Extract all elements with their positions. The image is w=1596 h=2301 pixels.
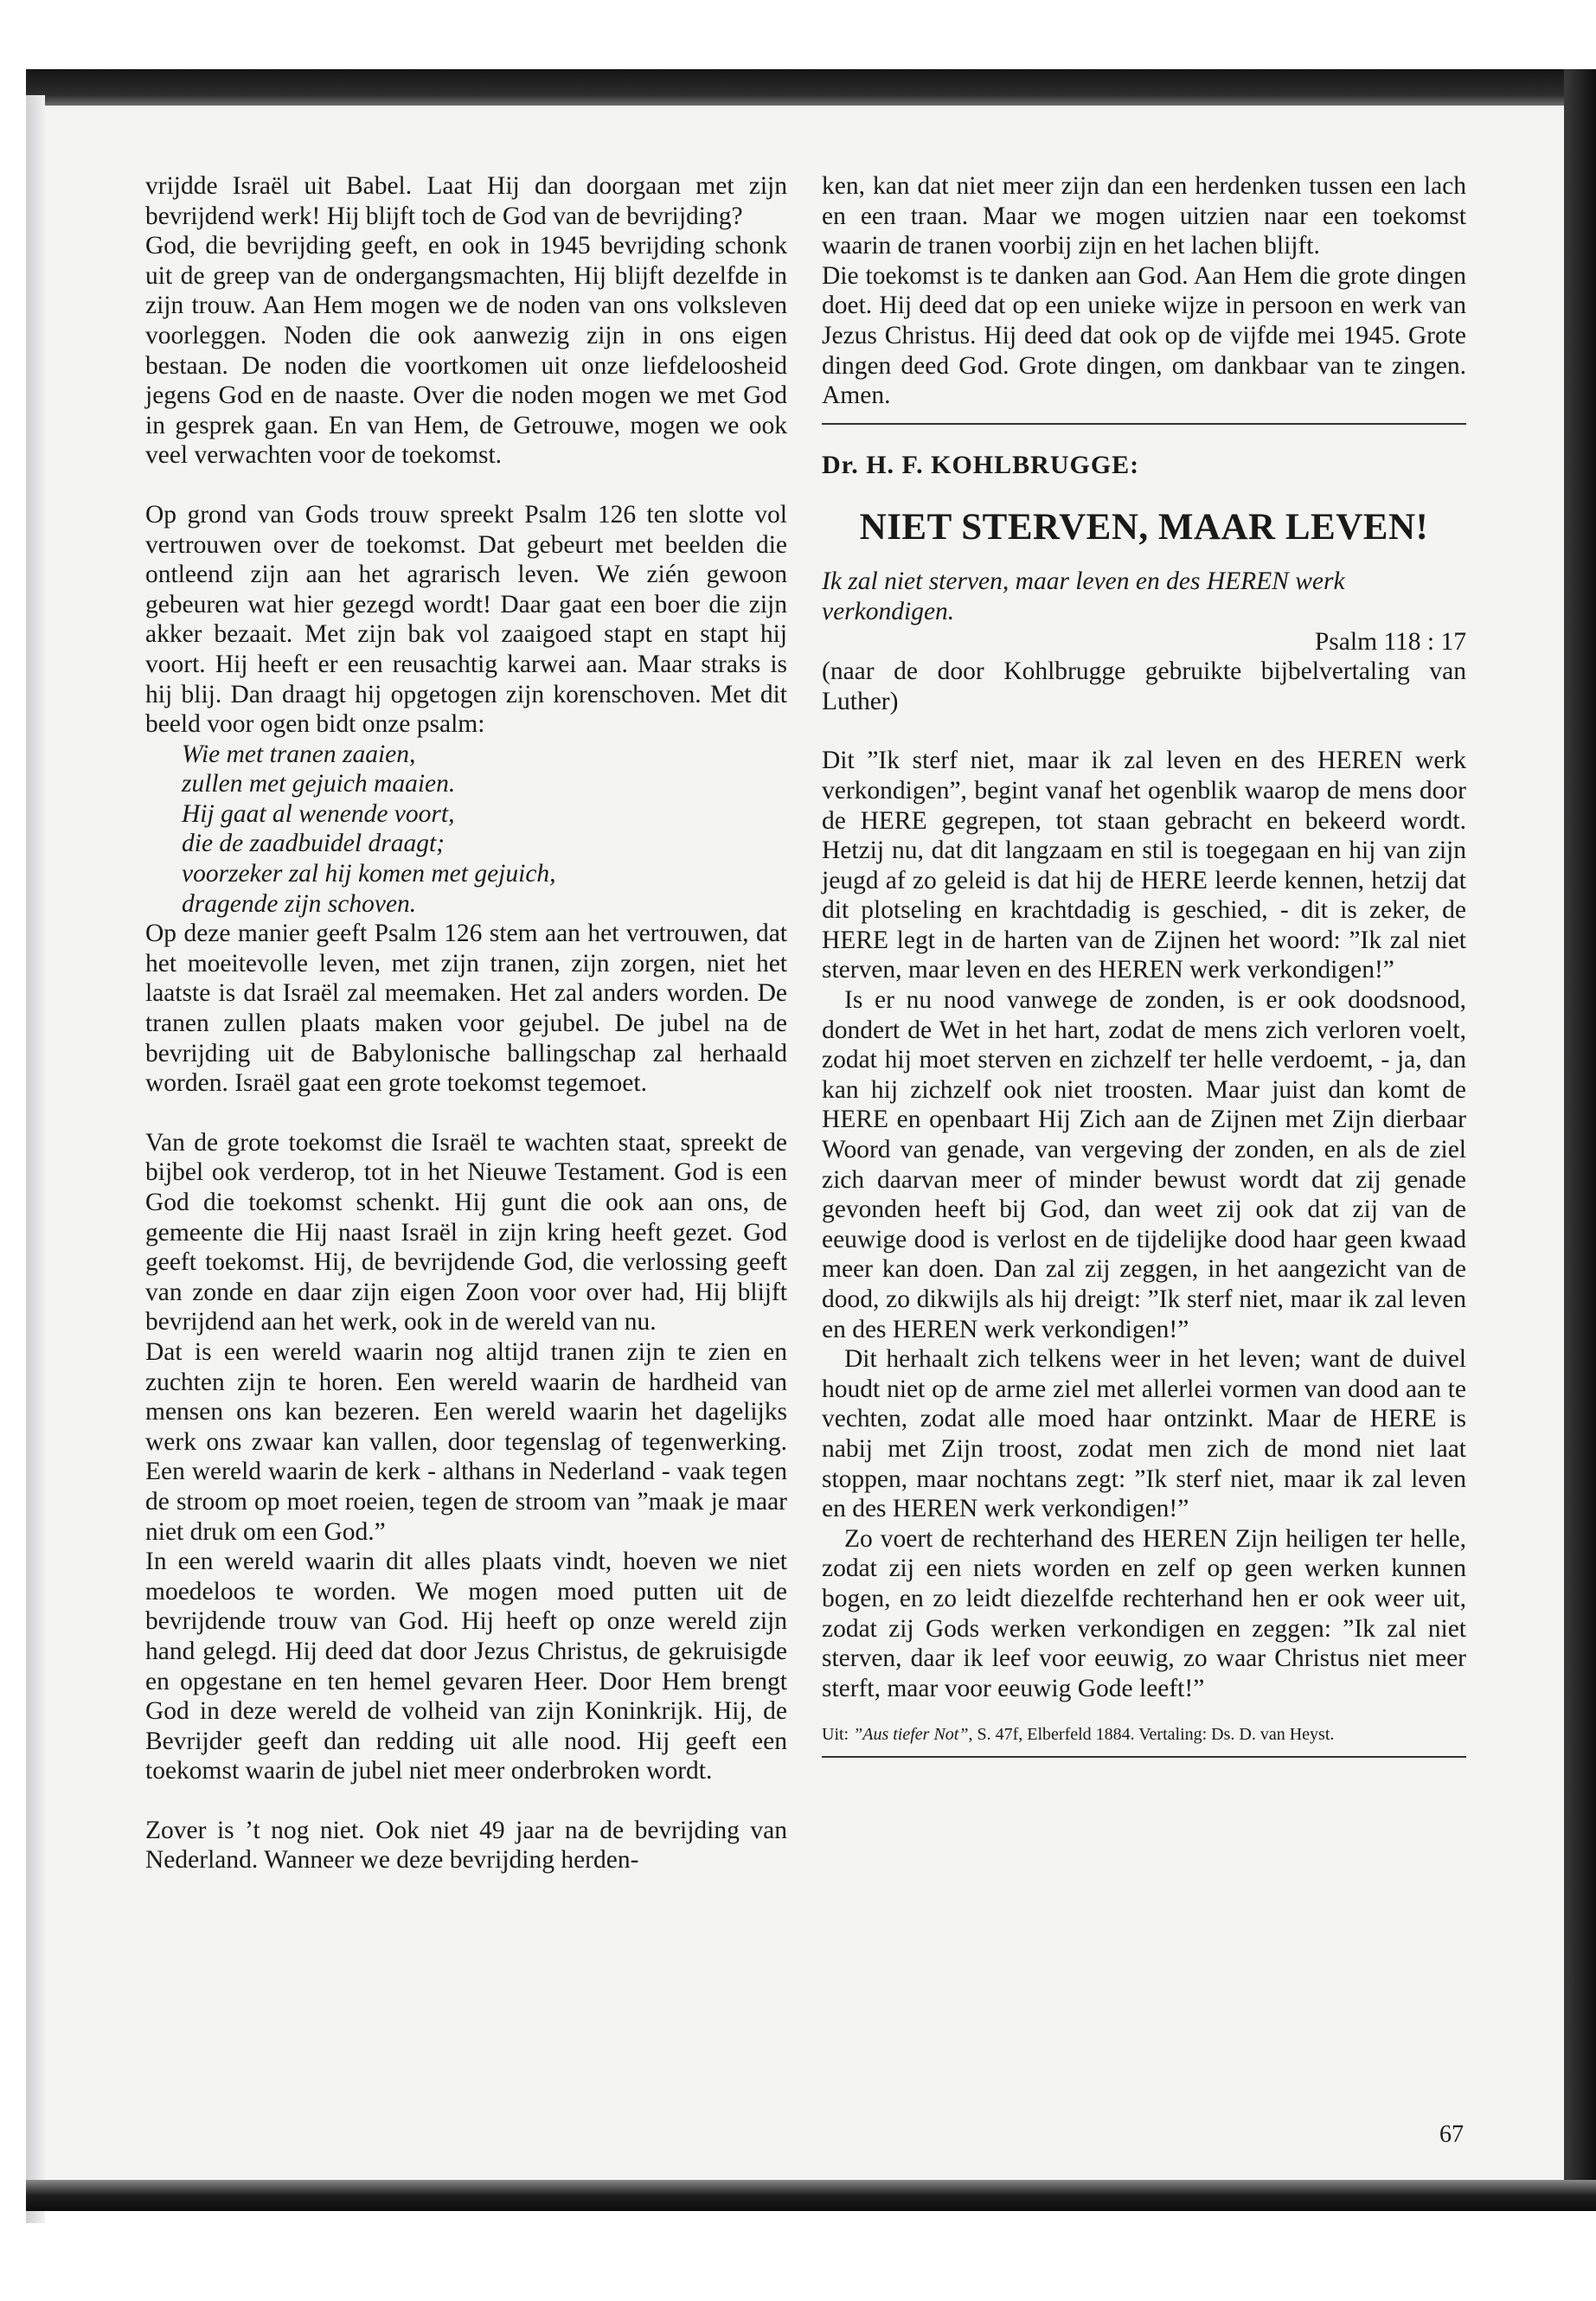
paragraph: Dit ”Ik sterf niet, maar ik zal leven en des HEREN werk verkondigen”, begint vanaf het ogenblik waarop de mens door de HERE gegrepen, tot staan gebracht en bekeerd wordt. Hetzij nu, dat dit langzaam en stil is toegegaan en hij van zijn jeugd af zo geleid is dat hij de HERE leerde kennen, hetzij dat dit plotseling en krachtdadig is geschied, - dit is zeker, de HERE legt in de harten van de Zijnen het woord: ”Ik zal niet sterven, maar leven en des HEREN werk verkondigen!” [822,747,1466,984]
psalm-line: dragende zijn schoven. [182,889,417,918]
psalm-line: die de zaadbuidel draagt; [182,830,445,858]
article-byline: Dr. H. F. KOHLBRUGGE: [822,450,1140,479]
paragraph: God, die bevrijding geeft, en ook in 1945 bevrijding schonk uit de greep van de ondergangsmachten, Hij blijft dezelfde in zijn trouw. Aan Hem mogen we de noden van ons volksleven voorleggen. Noden die ook aanwezig zijn in ons eigen bestaan. De noden die voortkomen uit onze liefdeloosheid jegens God en de naaste. Over die noden mogen we met God in gesprek gaan. En van Hem, de Getrouwe, mogen we ook veel verwachten voor de toekomst. [145,232,787,470]
source-prefix: Uit: [822,1725,854,1745]
scan-border-left [26,95,45,2223]
paragraph-gap [145,1099,787,1128]
scan-border-right [1564,69,1596,2180]
paragraph-gap [145,1786,787,1816]
paragraph: ken, kan dat niet meer zijn dan een herdenken tussen een lach en een traan. Maar we mogen uitzien naar een toekomst waarin de tranen voorbij zijn en het lachen blijft. [822,172,1466,260]
paragraph: Dat is een wereld waarin nog altijd tranen zijn te zien en zuchten zijn te horen. Een wereld waarin de hardheid van mensen ons kan bezeren. Een wereld waarin het dagelijks werk ons zwaar kan vallen, door tegenslag of tegenwerking. Een wereld waarin de kerk - althans in Nederland - vaak tegen de stroom op moet roeien, tegen de stroom van ”maak je maar niet druk om een God.” [145,1337,787,1546]
source-citation [822,1722,1466,1747]
page-number: 67 [1439,2121,1464,2148]
source-title: ”Aus tiefer Not” [853,1725,969,1745]
article-title: NIET STERVEN, MAAR LEVEN! [859,507,1429,548]
scan-border-top [26,69,1596,106]
paragraph-gap [822,716,1466,746]
scripture-reference: Psalm 118 : 17 [1314,627,1466,656]
psalm-quote [145,740,787,920]
paragraph: Op grond van Gods trouw spreekt Psalm 126 ten slotte vol vertrouwen over de toekomst. Dat gebeurt met beelden die ontleend zijn aan het agrarisch leven. We zién gewoon gebeuren wat hier gezegd wordt! Daar gaat een boer die zijn akker bezaait. Met zijn bak vol zaaigoed stapt en stapt hij voort. Hij heeft er een reusachtig karwei aan. Maar straks is hij blij. Dan draagt hij opgetogen zijn korenschoven. Met dit beeld voor ogen bidt onze psalm: [145,500,787,739]
paragraph: Van de grote toekomst die Israël te wachten staat, spreekt de bijbel ook verderop, tot in het Nieuwe Testament. God is een God die toekomst schenkt. Hij gunt die ook aan ons, de gemeente die Hij naast Israël in zijn kring heeft gezet. God geeft toekomst. Hij, de bevrijdende God, die verlossing geeft van zonde en daar zijn eigen Zoon voor over had, Hij blijft bevrijdend aan het werk, ook in de wereld van nu. [145,1128,787,1336]
paragraph: Zo voert de rechterhand des HEREN Zijn heiligen ter helle, zodat zij een niets worden en zelf op geen werken kunnen bogen, en zo leidt diezelfde rechterhand hen er ook weer uit, zodat zij Gods werken verkondigen en zeggen: ”Ik zal niet sterven, daar ik leef voor eeuwig, zo waar Christus niet meer sterft, maar voor eeuwig Gode leeft!” [822,1524,1466,1702]
psalm-line: zullen met gejuich maaien. [182,770,456,798]
paragraph: Op deze manier geeft Psalm 126 stem aan het vertrouwen, dat het moeitevolle leven, met zijn tranen, zijn zorgen, niet het laatste is dat Israël zal meemaken. Het zal anders worden. De tranen zullen plaats maken voor gejubel. De jubel na de bevrijding uit de Babylonische ballingschap zal herhaald worden. Israël gaat een grote toekomst tegemoet. [145,920,787,1098]
paragraph: vrijdde Israël uit Babel. Laat Hij dan doorgaan met zijn bevrijdend werk! Hij blijft toch de God van de bevrijding? [145,172,787,230]
paragraph: In een wereld waarin dit alles plaats vindt, hoeven we niet moedeloos te worden. We mogen moed putten uit de bevrijdende trouw van God. Hij heeft op onze wereld zijn hand gelegd. Hij deed dat door Jezus Christus, de gekruisigde en opgestane en ten hemel gevaren Heer. Door Hem brengt God in deze wereld de volheid van zijn Koninkrijk. Hij, de Bevrijder geeft dan redding uit alle nood. Hij geeft een toekomst waarin de jubel niet meer onderbroken wordt. [145,1548,787,1785]
scan-border-bottom [26,2180,1596,2211]
psalm-line: Hij gaat al wenende voort, [182,799,455,828]
footer-divider [822,1756,1466,1758]
paragraph: Dit herhaalt zich telkens weer in het leven; want de duivel houdt niet op de arme ziel met allerlei vormen van dood aan te vechten, zodat alle moed haar ontzinkt. Maar de HERE is nabij met Zijn troost, zodat men zich de mond niet laat stoppen, maar nochtans zegt: ”Ik sterf niet, maar ik zal leven en des HEREN werk verkondigen!” [822,1345,1466,1523]
left-column [145,171,787,1875]
paragraph: Is er nu nood vanwege de zonden, is er ook doodsnood, dondert de Wet in het hart, zodat de mens zich verloren voelt, zodat hij moet sterven en zichzelf ter helle verdoemt, - ja, dan kan hij zichzelf ook niet troosten. Maar juist dan komt de HERE en openbaart Hij Zich aan de Zijnen met Zijn dierbaar Woord van genade, van vergeving der zonden, en als de ziel zich daarvan meer of minder bewust wordt dat zij genade gevonden heeft bij God, dan weet zij ook dat zij van de eeuwige dood is verlost en de tijdelijke dood haar geen kwaad meer kan doen. Dan zal zij zeggen, in het aangezicht van de dood, zo dikwijls als hij dreigt: ”Ik sterf niet, maar ik zal leven en des HEREN werk verkondigen!” [822,986,1466,1343]
section-divider [822,423,1466,425]
right-column [822,171,1466,1758]
psalm-line: Wie met tranen zaaien, [182,740,416,768]
psalm-line: voorzeker zal hij komen met gejuich, [182,860,556,888]
paragraph: Die toekomst is te danken aan God. Aan Hem die grote dingen doet. Hij deed dat op een unieke wijze in persoon en werk van Jezus Christus. Hij deed dat ook op de vijfde mei 1945. Grote dingen deed God. Grote dingen, om dankbaar van te zingen. Amen. [822,261,1466,410]
source-details: , S. 47f, Elberfeld 1884. Vertaling: Ds. D. van Heyst. [968,1725,1335,1745]
paragraph: Zover is ’t nog niet. Ook niet 49 jaar na de bevrijding van Nederland. Wanneer we deze bevrijding herden- [145,1816,787,1875]
translation-note: (naar de door Kohlbrugge gebruikte bijbelvertaling van Luther) [822,657,1466,715]
paragraph-gap [145,471,787,500]
article-motto: Ik zal niet sterven, maar leven en des HEREN werk verkondigen. [822,567,1345,625]
